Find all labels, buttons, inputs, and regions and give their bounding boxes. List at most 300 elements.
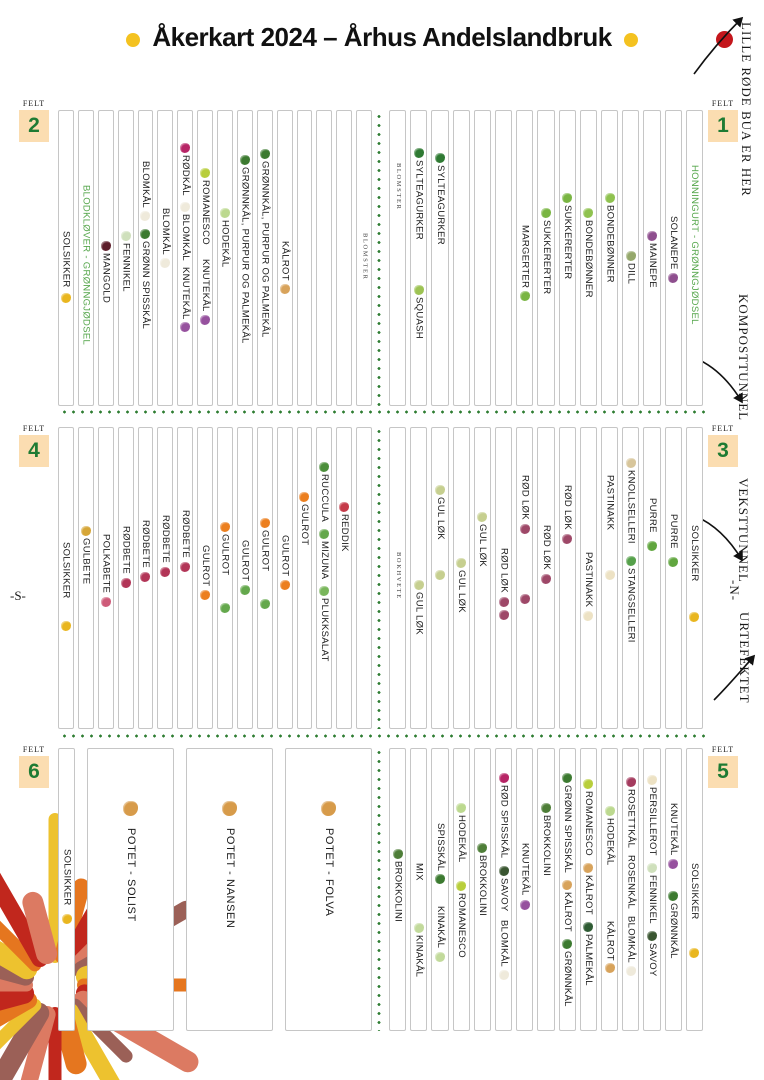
celery-icon xyxy=(626,556,636,566)
field-divider xyxy=(377,748,381,1031)
kale-icon xyxy=(562,939,572,949)
crop-label: BLODKLØVER - GRØNNGJØDSEL xyxy=(80,185,92,346)
potato-icon xyxy=(321,801,336,816)
crop-label: STANGSELLERI xyxy=(625,567,637,643)
crop-row xyxy=(410,427,427,729)
crop-label: SAVOY xyxy=(498,878,510,912)
felt-2-plot xyxy=(58,110,372,406)
lettuce-icon xyxy=(319,586,329,596)
crop-row xyxy=(601,748,618,1031)
carrot-icon xyxy=(299,492,309,502)
crop-row xyxy=(495,427,512,729)
crop-row xyxy=(453,110,470,406)
crop-label: PASTINAKK xyxy=(583,552,595,608)
crop-label: PLUKKSALAT xyxy=(319,598,331,662)
page-header xyxy=(0,22,764,53)
parsnip-icon xyxy=(583,611,593,621)
crop-row xyxy=(431,110,448,406)
urtefeltet-label: URTEFEKTET xyxy=(737,612,752,704)
crop-label: SOLSIKKER xyxy=(60,231,72,288)
crop-label: RØD LØK xyxy=(498,548,510,593)
crop-row xyxy=(197,110,213,406)
crop-label: BOKHVETE xyxy=(394,552,402,600)
pea-icon xyxy=(520,291,530,301)
crop-row xyxy=(336,427,352,729)
crop-label: SOLSIKKER xyxy=(60,542,72,599)
red-onion-icon xyxy=(541,574,551,584)
crop-label: GUL LØK xyxy=(477,524,489,567)
kale-icon xyxy=(260,149,270,159)
celeriac-icon xyxy=(626,458,636,468)
carrot-icon xyxy=(280,580,290,590)
crop-label: HONNINGURT - GRØNNGJØDSEL xyxy=(689,165,701,325)
red-onion-icon xyxy=(562,534,572,544)
field-divider xyxy=(377,112,381,406)
crop-row xyxy=(474,110,491,406)
cauliflower-icon xyxy=(160,258,170,268)
crop-label: KNUTEKÅL xyxy=(179,266,191,320)
cabbage-icon xyxy=(605,806,615,816)
kale-icon xyxy=(140,229,150,239)
napa-icon xyxy=(435,952,445,962)
potato-icon xyxy=(123,801,138,816)
crop-row xyxy=(98,110,114,406)
crop-row xyxy=(559,748,576,1031)
crop-row xyxy=(297,427,313,729)
crop-row xyxy=(601,110,618,406)
crop-row xyxy=(495,748,512,1031)
bean-icon xyxy=(605,193,615,203)
sunflower-icon xyxy=(689,948,699,958)
romanesco-icon xyxy=(456,881,466,891)
potato-icon xyxy=(222,801,237,816)
sunflower-icon xyxy=(62,914,72,924)
crop-label: BLOMKÅL xyxy=(140,161,152,208)
sprout-icon xyxy=(435,570,445,580)
greens-icon xyxy=(240,585,250,595)
felt-2-number: 2 xyxy=(19,110,49,142)
felt-word: FELT xyxy=(711,99,735,108)
field-divider xyxy=(377,427,381,729)
crop-label: KÅLROT xyxy=(583,874,595,915)
beet-icon xyxy=(121,578,131,588)
crop-label: BROKKOLINI xyxy=(392,861,404,923)
rutabaga-icon xyxy=(562,880,572,890)
crop-label: FENNIKEL xyxy=(646,874,658,924)
crop-row xyxy=(157,427,173,729)
carrot-icon xyxy=(220,522,230,532)
kohlrabi-icon xyxy=(200,315,210,325)
crop-row xyxy=(410,748,427,1031)
felt-3-badge xyxy=(707,424,739,467)
crop-row xyxy=(516,110,533,406)
crop-row xyxy=(58,748,75,1031)
crop-label: PURRE xyxy=(667,514,679,549)
bean-icon xyxy=(583,208,593,218)
crop-label: SUKKERERTER xyxy=(540,220,552,295)
crop-label: KINAKÅL xyxy=(434,906,446,949)
greens-icon xyxy=(220,603,230,613)
crop-label: BONDEBØNNER xyxy=(604,205,616,283)
crop-label: POTET - SOLIST xyxy=(125,828,137,922)
crop-label: KÅLROT xyxy=(604,920,616,961)
red-cabbage-icon xyxy=(499,773,509,783)
crop-label: GULROT xyxy=(279,535,291,577)
rutabaga-icon xyxy=(280,284,290,294)
crop-label: SOLANEPE xyxy=(667,216,679,270)
crop-row xyxy=(474,748,491,1031)
beet-icon xyxy=(180,562,190,572)
kale-icon xyxy=(435,874,445,884)
crop-row xyxy=(643,748,660,1031)
parsnip-icon xyxy=(605,570,615,580)
crop-label: BLOMKÅL xyxy=(625,916,637,964)
crop-label: BLOMKÅL xyxy=(179,213,191,261)
crop-label: GUL LØK xyxy=(455,570,467,613)
crop-row xyxy=(431,427,448,729)
crop-row xyxy=(58,110,74,406)
felt-3-number: 3 xyxy=(708,435,738,467)
romanesco-icon xyxy=(200,168,210,178)
crop-label: KÅLROT xyxy=(561,892,573,932)
crop-row xyxy=(537,748,554,1031)
crop-label: GRØNN SPISSKÅL xyxy=(561,785,573,874)
felt-6-badge xyxy=(18,745,50,788)
crop-row xyxy=(643,427,660,729)
crop-row xyxy=(453,427,470,729)
crop-row xyxy=(316,427,332,729)
crop-label: REDDIK xyxy=(338,514,350,552)
sunflower-icon xyxy=(61,293,71,303)
crop-label: FENNIKEL xyxy=(120,243,132,292)
crop-plot-box xyxy=(186,748,273,1031)
napa-icon xyxy=(414,923,424,933)
crop-label: GUL LØK xyxy=(413,592,425,635)
crop-label: GRØNNKÅL xyxy=(561,950,573,1007)
crop-row xyxy=(118,427,134,729)
crop-label: KNUTEKÅL xyxy=(667,803,679,856)
felt-2-badge xyxy=(18,99,50,142)
leek-icon xyxy=(647,541,657,551)
crop-label: POLKABETE xyxy=(100,534,112,594)
crop-label: RØDBETE xyxy=(179,510,191,559)
crop-row xyxy=(622,110,639,406)
crop-label: SAVOY xyxy=(646,942,658,977)
crop-row xyxy=(495,110,512,406)
crop-row xyxy=(217,110,233,406)
crop-label: MARGERTER xyxy=(519,225,531,289)
crop-label: GULBETE xyxy=(80,538,92,585)
crop-label: KNUTEKÅL xyxy=(199,258,211,312)
red-cabbage-icon xyxy=(180,143,190,153)
felt-1-badge xyxy=(707,99,739,142)
crop-label: SYLTEAGURKER xyxy=(413,160,425,240)
crop-label: RØDKÅL xyxy=(179,155,191,196)
crop-row xyxy=(78,427,94,729)
crop-label: RØDBETE xyxy=(120,526,132,575)
sunflower-icon xyxy=(61,621,71,631)
crop-row xyxy=(277,110,293,406)
cucumber-icon xyxy=(414,148,424,158)
field-divider xyxy=(60,410,705,414)
mangold-icon xyxy=(101,241,111,251)
yellow-dot-icon xyxy=(126,33,140,47)
broccolini-icon xyxy=(393,849,403,859)
yellow-dot-icon xyxy=(624,33,638,47)
radish-icon xyxy=(339,502,349,512)
cauliflower-icon xyxy=(626,966,636,976)
crop-label: GUL LØK xyxy=(434,497,446,540)
crop-label: SOLSIKKER xyxy=(689,863,701,920)
crop-label: ROMANESCO xyxy=(199,180,211,245)
broccolini-icon xyxy=(477,843,487,853)
kale-icon xyxy=(668,891,678,901)
crop-label: BONDEBØNNER xyxy=(583,220,595,298)
greens-icon xyxy=(260,599,270,609)
crop-row xyxy=(389,110,406,406)
crop-label: RØD LØK xyxy=(519,475,531,520)
crop-label: GULROT xyxy=(259,530,271,572)
crop-label: SYLTEAGURKER xyxy=(434,165,446,245)
sprout-icon xyxy=(414,580,424,590)
crop-label: PURRE xyxy=(646,498,658,533)
crop-row xyxy=(665,427,682,729)
arrow-icon xyxy=(708,646,764,706)
crop-row xyxy=(257,110,273,406)
gold-beet-icon xyxy=(81,526,91,536)
crop-label: GRØNN SPISSKÅL xyxy=(140,240,152,330)
crop-row xyxy=(217,427,233,729)
crop-row xyxy=(118,110,134,406)
greens-icon xyxy=(319,529,329,539)
crop-label: MAINEPE xyxy=(646,243,658,288)
sprout-icon xyxy=(456,558,466,568)
felt-word: FELT xyxy=(22,424,46,433)
fennel-icon xyxy=(647,863,657,873)
crop-label: RØDBETE xyxy=(160,515,172,564)
crop-label: KNOLLSELLERI xyxy=(625,470,637,544)
crop-row xyxy=(297,110,313,406)
crop-row xyxy=(138,110,154,406)
crop-label: GRØNNKÅL, PURPUR OG PALMEKÅL xyxy=(259,161,271,338)
crop-row xyxy=(237,110,253,406)
leek-icon xyxy=(668,557,678,567)
crop-label: ROMANESCO xyxy=(583,791,595,856)
felt-6-number: 6 xyxy=(19,756,49,788)
crop-label: BROKKOLINI xyxy=(540,815,552,877)
cabbage-icon xyxy=(220,208,230,218)
crop-row xyxy=(356,110,372,406)
crop-label: POTET - FOLVA xyxy=(323,828,335,917)
kohlrabi-icon xyxy=(668,859,678,869)
sprout-icon xyxy=(477,512,487,522)
crop-label: RØDBETE xyxy=(140,520,152,569)
crop-label: SQUASH xyxy=(413,296,425,339)
savoy-icon xyxy=(647,931,657,941)
crop-row xyxy=(410,110,427,406)
crop-label: RØD SPISSKÅL xyxy=(498,785,510,859)
crop-plot-box xyxy=(87,748,174,1031)
felt-4-number: 4 xyxy=(19,435,49,467)
crop-label: GRØNNKÅL xyxy=(667,902,679,959)
polka-beet-icon xyxy=(101,597,111,607)
crop-row xyxy=(686,110,703,406)
parsnip-icon xyxy=(647,775,657,785)
crop-label: ROMANESCO xyxy=(455,892,467,958)
arrow-icon xyxy=(686,8,752,82)
felt-6-plot xyxy=(58,748,372,1031)
crop-row xyxy=(389,427,406,729)
crop-label: HODEKÅL xyxy=(219,220,231,268)
crop-label: BLOMKÅL xyxy=(160,208,172,255)
sunflower-icon xyxy=(689,612,699,622)
crop-label: GULROT xyxy=(199,545,211,587)
crop-row xyxy=(58,427,74,729)
carrot-icon xyxy=(200,590,210,600)
crop-row xyxy=(474,427,491,729)
felt-5-plot xyxy=(389,748,703,1031)
north-label: -N- xyxy=(727,580,742,602)
felt-word: FELT xyxy=(22,99,46,108)
felt-3-plot xyxy=(389,427,703,729)
crop-row xyxy=(580,110,597,406)
south-label: -S- xyxy=(10,588,26,603)
rutabaga-icon xyxy=(605,963,615,973)
crop-row xyxy=(356,427,372,729)
kale-icon xyxy=(562,773,572,783)
squash-icon xyxy=(414,285,424,295)
crop-row xyxy=(237,427,253,729)
komposttunnel-label: KOMPOSTTUNNEL xyxy=(736,294,751,422)
crop-label: MIZUNA xyxy=(319,541,331,580)
crop-label: HODEKÅL xyxy=(455,815,467,863)
red-onion-icon xyxy=(499,610,509,620)
cabbage-icon xyxy=(456,803,466,813)
crop-row xyxy=(336,110,352,406)
crop-label: SOLSIKKER xyxy=(689,525,701,582)
crop-row xyxy=(177,110,193,406)
crop-label: DILL xyxy=(625,263,637,285)
crop-label: GRØNNKÅL, PURPUR OG PALMEKÅL xyxy=(239,167,251,344)
crop-row xyxy=(78,110,94,406)
beet-icon xyxy=(140,572,150,582)
crop-row xyxy=(516,748,533,1031)
fennel-icon xyxy=(121,231,131,241)
kohlrabi-icon xyxy=(180,322,190,332)
page-title: Åkerkart 2024 – Århus Andelslandbruk xyxy=(152,22,612,52)
felt-4-plot xyxy=(58,427,372,729)
romanesco-icon xyxy=(583,779,593,789)
crop-row xyxy=(138,427,154,729)
crop-label: MANGOLD xyxy=(100,253,112,304)
savoy-icon xyxy=(499,866,509,876)
crop-row xyxy=(559,427,576,729)
crop-row xyxy=(257,427,273,729)
crop-row xyxy=(316,110,332,406)
crop-row xyxy=(389,748,406,1031)
crop-label: MIX xyxy=(413,863,425,881)
crop-row xyxy=(157,110,173,406)
crop-row xyxy=(601,427,618,729)
crop-label: ROSENKÅL xyxy=(625,855,637,910)
crop-row xyxy=(665,748,682,1031)
veksttunnel-label: VEKSTTUNNEL xyxy=(736,478,751,583)
crop-row xyxy=(622,748,639,1031)
crop-label: RØD LØK xyxy=(540,525,552,570)
broccolini-icon xyxy=(541,803,551,813)
crop-row xyxy=(686,748,703,1031)
crop-row xyxy=(665,110,682,406)
sprout-icon xyxy=(435,485,445,495)
crop-label: SUKKERERTER xyxy=(561,205,573,280)
cucumber-icon xyxy=(435,153,445,163)
cauliflower-icon xyxy=(140,211,150,221)
red-shed-label: LILLE RØDE BUA ER HER xyxy=(739,22,754,197)
brussels-red-icon xyxy=(626,777,636,787)
beet-icon xyxy=(160,567,170,577)
cauliflower-icon xyxy=(180,202,190,212)
crop-row xyxy=(277,427,293,729)
felt-word: FELT xyxy=(711,424,735,433)
crop-row xyxy=(453,748,470,1031)
crop-label: GULROT xyxy=(299,504,311,546)
crop-row xyxy=(177,427,193,729)
crop-label: BLOMSTER xyxy=(361,233,369,281)
crop-plot-box xyxy=(285,748,372,1031)
arugula-icon xyxy=(319,462,329,472)
crop-label: PALMEKÅL xyxy=(583,933,595,986)
cauliflower-icon xyxy=(499,970,509,980)
turnip-icon xyxy=(647,231,657,241)
crop-label: GULROT xyxy=(239,540,251,582)
crop-label: KNUTEKÅL xyxy=(519,843,531,896)
crop-row xyxy=(197,427,213,729)
felt-word: FELT xyxy=(711,745,735,754)
crop-row xyxy=(580,748,597,1031)
felt-4-badge xyxy=(18,424,50,467)
crop-label: RØD LØK xyxy=(561,485,573,530)
palm-kale-icon xyxy=(583,922,593,932)
felt-1-plot xyxy=(389,110,703,406)
crop-label: BROKKOLINI xyxy=(477,855,489,917)
crop-row xyxy=(431,748,448,1031)
field-divider xyxy=(60,734,705,738)
crop-label: POTET - NANSEN xyxy=(224,828,236,929)
crop-row xyxy=(537,110,554,406)
crop-row xyxy=(622,427,639,729)
kale-icon xyxy=(240,155,250,165)
pea-icon xyxy=(541,208,551,218)
felt-5-badge xyxy=(707,745,739,788)
carrot-icon xyxy=(260,518,270,528)
crop-label: BLOMKÅL xyxy=(498,919,510,967)
crop-label: KINAKÅL xyxy=(413,934,425,978)
pea-icon xyxy=(562,193,572,203)
crop-label: ROSETTKÅL xyxy=(625,789,637,849)
red-onion-icon xyxy=(520,594,530,604)
crop-row xyxy=(537,427,554,729)
turnip-icon xyxy=(668,273,678,283)
red-onion-icon xyxy=(499,597,509,607)
crop-label: SOLSIKKER xyxy=(61,849,73,906)
red-onion-icon xyxy=(520,524,530,534)
crop-row xyxy=(643,110,660,406)
crop-row xyxy=(559,110,576,406)
felt-1-number: 1 xyxy=(708,110,738,142)
crop-label: SPISSKÅL xyxy=(434,823,446,872)
crop-row xyxy=(580,427,597,729)
crop-label: PERSILLEROT xyxy=(646,787,658,856)
